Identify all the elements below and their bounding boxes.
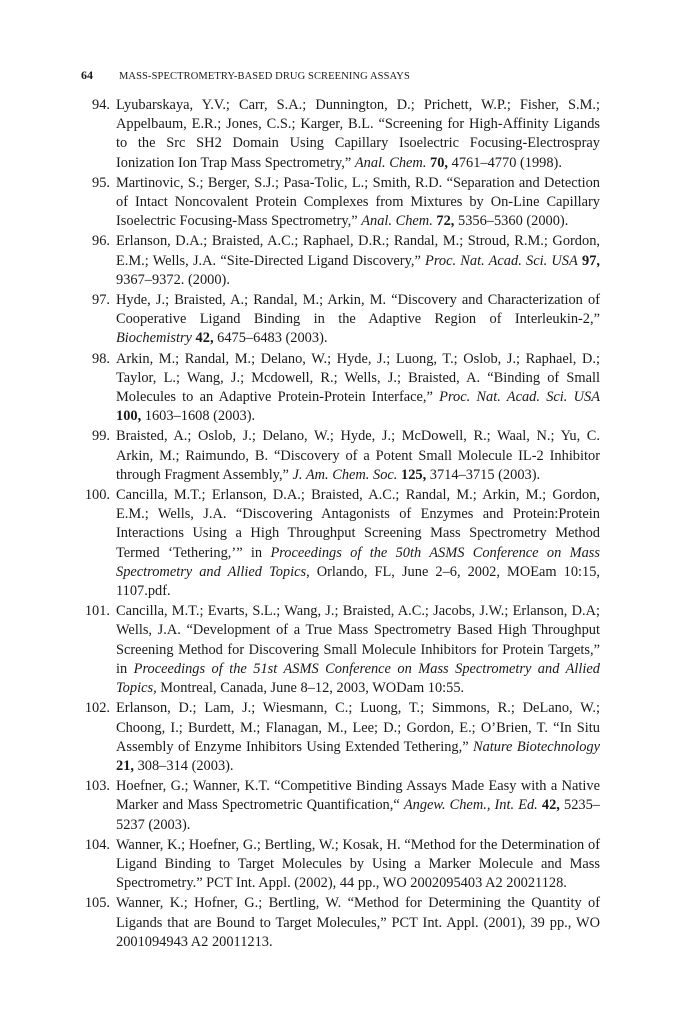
reference-list: [74, 96, 600, 953]
running-head: [81, 66, 601, 84]
reference-journal: Proc. Nat. Acad. Sci. USA: [425, 252, 578, 269]
reference-number: 99.: [92, 428, 110, 445]
reference-text: Lyubarskaya, Y.V.; Carr, S.A.; Dunnington, D.; Prichett, W.P.; Fisher, S.M.; Appelbaum, E.R.; Jones, C.S.; Karger, B.L. “Screening for High-Affinity Ligands to the Src SH2 Domain Using Capillary Isoelectric Focusing-Electrospray Ionization Ion Trap Mass Spectrometry,”: [116, 97, 600, 171]
reference-item: [74, 232, 600, 290]
reference-volume: 42,: [195, 330, 214, 347]
reference-text: Braisted, A.; Oslob, J.; Delano, W.; Hyde, J.; McDowell, R.; Waal, N.; Yu, C. Arkin, M.; Raimundo, B. “Discovery of a Potent Small Molecule IL-2 Inhibitor through Fragment Assembly,”: [116, 428, 600, 483]
reference-text: Arkin, M.; Randal, M.; Delano, W.; Hyde, J.; Luong, T.; Oslob, J.; Raphael, D.; Taylor, L.; Wang, J.; Mcdowell, R.; Wells, J.; Braisted, A. “Binding of Small Molecules to an Adaptive Protein-Protein Interface,”: [116, 350, 600, 406]
reference-journal: Anal. Chem.: [361, 213, 433, 230]
reference-item: [74, 699, 600, 776]
reference-journal: Anal. Chem.: [354, 154, 427, 171]
reference-number: 95.: [92, 174, 110, 191]
reference-number: 104.: [84, 836, 110, 853]
reference-text: Erlanson, D.A.; Braisted, A.C.; Raphael, D.R.; Randal, M.; Stroud, R.M.; Gordon, E.M.; Wells, J.A. “Site-Directed Ligand Discovery,”: [116, 233, 600, 269]
reference-pages: 308–314 (2003).: [134, 757, 234, 774]
reference-volume: 42,: [541, 797, 560, 814]
reference-journal: Proceedings of the 50th ASMS Conference on Mass Spectrometry and Allied Topics: [116, 544, 600, 580]
reference-pages: 5356–5360 (2000).: [454, 213, 569, 230]
reference-journal: J. Am. Chem. Soc.: [292, 466, 398, 483]
reference-number: 98.: [92, 350, 110, 367]
reference-item: [74, 291, 600, 349]
reference-number: 105.: [84, 895, 110, 912]
reference-item: [74, 777, 600, 835]
reference-item: [74, 894, 600, 952]
reference-number: 102.: [84, 700, 110, 717]
reference-item: [74, 427, 600, 485]
reference-number: 100.: [84, 487, 110, 504]
reference-journal: Biochemistry: [116, 330, 192, 347]
reference-item: [74, 174, 600, 232]
reference-text: Martinovic, S.; Berger, S.J.; Pasa-Tolic, L.; Smith, R.D. “Separation and Detection of Intact Noncovalent Protein Complexes from Mixtures by On-Line Capillary Isoelectric Focusing-Mass Spectrometry,”: [116, 174, 600, 230]
reference-journal: Angew. Chem., Int. Ed.: [403, 797, 538, 814]
reference-pages: , Orlando, FL, June 2–6, 2002, MOEam 10:15, 1107.pdf.: [116, 563, 600, 600]
reference-volume: 100,: [116, 408, 142, 425]
reference-volume: 125,: [401, 466, 427, 483]
reference-text: Wanner, K.; Hofner, G.; Bertling, W. “Method for Determining the Quantity of Ligands that are Bound to Target Molecules,” PCT Int. Appl. (2001), 39 pp., WO 2001094943 A2 20011213.: [116, 895, 600, 950]
reference-text: Hoefner, G.; Wanner, K.T. “Competitive Binding Assays Made Easy with a Native Marker and Mass Spectrometric Quantification,“: [116, 778, 600, 814]
reference-journal: Nature Biotechnology: [473, 738, 600, 755]
reference-item: [74, 96, 600, 173]
reference-volume: 70,: [430, 154, 449, 171]
reference-item: [74, 486, 600, 601]
reference-text: Hyde, J.; Braisted, A.; Randal, M.; Arkin, M. “Discovery and Characterization of Cooperative Ligand Binding in the Adaptive Region of Interleukin-2,”: [116, 292, 600, 328]
running-title: MASS-SPECTROMETRY-BASED DRUG SCREENING ASSAYS: [119, 71, 410, 82]
reference-number: 94.: [92, 97, 110, 113]
reference-volume: 21,: [116, 757, 134, 774]
reference-text: Cancilla, M.T.; Evarts, S.L.; Wang, J.; Braisted, A.C.; Jacobs, J.W.; Erlanson, D.A; Wells, J.A. “Development of a True Mass Spectrometry Based High Throughput Screening Method for Discovering Small Molecule Inhibitors for Protein Targets,” in: [116, 603, 600, 677]
reference-number: 101.: [84, 603, 110, 620]
reference-volume: 72,: [436, 213, 455, 230]
reference-text: Wanner, K.; Hoefner, G.; Bertling, W.; Kosak, H. “Method for the Determination of Ligand Binding to Target Molecules by Using a Marker Molecule and Mass Spectrometry.” PCT Int. Appl. (2002), 44 pp., WO 2002095403 A2 20021128.: [116, 836, 600, 892]
reference-number: 103.: [84, 778, 110, 795]
reference-number: 97.: [92, 292, 110, 309]
reference-item: [74, 602, 600, 698]
reference-pages: 4761–4770 (1998).: [448, 154, 562, 171]
reference-journal: Proceedings of the 51st ASMS Conference on Mass Spectrometry and Allied Topics: [116, 660, 600, 697]
reference-text: Erlanson, D.; Lam, J.; Wiesmann, C.; Luong, T.; Simmons, R.; DeLano, W.; Choong, I.; Burdett, M.; Flanagan, M., Lee; D.; Gordon, E.; O’Brien, T. “In Situ Assembly of Enzyme Inhibitors Using Extended Tethering,”: [116, 700, 600, 755]
reference-pages: 3714–3715 (2003).: [426, 466, 541, 483]
reference-pages: 9367–9372. (2000).: [116, 271, 230, 288]
reference-number: 96.: [92, 233, 110, 250]
reference-item: [74, 350, 600, 427]
reference-pages: , Montreal, Canada, June 8–12, 2003, WODam 10:55.: [153, 680, 465, 697]
reference-pages: 6475–6483 (2003).: [213, 330, 328, 347]
reference-volume: 97,: [582, 252, 600, 269]
reference-pages: 1603–1608 (2003).: [141, 408, 256, 425]
reference-pages: 5235–5237 (2003).: [116, 797, 600, 833]
reference-item: [74, 836, 600, 894]
reference-journal: Proc. Nat. Acad. Sci. USA: [439, 389, 600, 406]
page-number: 64: [81, 68, 93, 82]
reference-text: Cancilla, M.T.; Erlanson, D.A.; Braisted, A.C.; Randal, M.; Arkin, M.; Gordon, E.M.; Wells, J.A. “Discovering Antagonists of Enzymes and Protein:Protein Interactions Using a High Throughput Screening Mass Spectrometry Method Termed ‘Tethering,’” in: [116, 487, 600, 561]
